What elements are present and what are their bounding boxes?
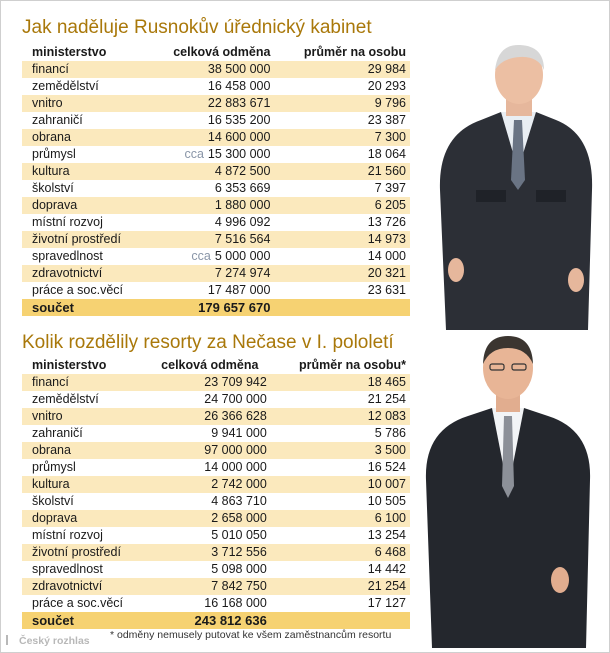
logo-text: Český rozhlas — [19, 635, 90, 647]
total-reward-value: 38 500 000 — [207, 62, 271, 76]
table-row — [22, 459, 410, 476]
table-1-title: Jak naděluje Rusnokův úřednický kabinet — [22, 17, 372, 38]
table-row — [22, 112, 410, 129]
average-per-person-cell: 3 500 — [271, 442, 410, 459]
ministry-cell: obrana — [22, 129, 145, 146]
ministry-cell: průmysl — [22, 146, 145, 163]
sum-row — [22, 299, 410, 316]
column-header-average: průměr na osobu* — [299, 358, 406, 372]
total-reward-value: 16 535 200 — [207, 113, 271, 127]
sum-label: součet — [22, 299, 145, 316]
total-reward-cell — [145, 265, 275, 282]
total-reward-value: 2 742 000 — [211, 477, 267, 491]
table-row — [22, 214, 410, 231]
table-row — [22, 408, 410, 425]
column-header-ministry: ministerstvo — [32, 358, 107, 372]
ministry-cell: práce a soc.věcí — [22, 595, 143, 612]
ministry-cell: místní rozvoj — [22, 527, 143, 544]
ministry-cell: financí — [22, 61, 145, 78]
total-reward-cell — [143, 374, 271, 391]
total-reward-cell — [143, 442, 271, 459]
total-reward-value: 26 366 628 — [204, 409, 267, 423]
ministry-cell: školství — [22, 493, 143, 510]
table-rusnok — [22, 44, 410, 316]
table-necas — [22, 357, 410, 629]
table-row — [22, 442, 410, 459]
table-row — [22, 146, 410, 163]
average-per-person-cell: 23 631 — [274, 282, 410, 299]
total-reward-value: 9 941 000 — [211, 426, 267, 440]
average-per-person-cell: 21 560 — [274, 163, 410, 180]
table-row — [22, 282, 410, 299]
approx-prefix: cca — [191, 249, 211, 263]
table-row — [22, 544, 410, 561]
total-reward-cell — [145, 180, 275, 197]
total-reward-cell — [143, 493, 271, 510]
table-row — [22, 595, 410, 612]
politician-photo-necas — [410, 330, 606, 648]
ministry-cell: životní prostředí — [22, 544, 143, 561]
ministry-cell: obrana — [22, 442, 143, 459]
total-reward-cell — [145, 61, 275, 78]
total-reward-value: 7 516 564 — [214, 232, 271, 246]
column-header-average: průměr na osobu — [303, 45, 406, 59]
average-per-person-cell: 21 254 — [271, 578, 410, 595]
column-header-total: celková odměna — [173, 45, 271, 59]
table-row — [22, 578, 410, 595]
total-reward-value: 3 712 556 — [211, 545, 267, 559]
total-reward-cell — [143, 391, 271, 408]
ministry-cell: zemědělství — [22, 391, 143, 408]
cesky-rozhlas-logo — [6, 635, 90, 647]
total-reward-value: 2 658 000 — [211, 511, 267, 525]
table-row — [22, 95, 410, 112]
average-per-person-cell: 6 468 — [271, 544, 410, 561]
ministry-cell: spravedlnost — [22, 248, 145, 265]
total-reward-cell — [145, 112, 275, 129]
total-reward-value: 17 487 000 — [207, 283, 271, 297]
average-per-person-cell: 17 127 — [271, 595, 410, 612]
total-reward-value: 14 600 000 — [207, 130, 271, 144]
total-reward-cell — [143, 476, 271, 493]
total-reward-value: 5 000 000 — [214, 249, 271, 263]
ministry-cell: doprava — [22, 197, 145, 214]
table-row — [22, 180, 410, 197]
sum-empty-cell — [271, 612, 410, 629]
total-reward-cell — [143, 561, 271, 578]
total-reward-value: 5 098 000 — [211, 562, 267, 576]
total-reward-cell — [145, 231, 275, 248]
approx-prefix: cca — [184, 147, 204, 161]
table-row — [22, 561, 410, 578]
ministry-cell: spravedlnost — [22, 561, 143, 578]
total-reward-value: 4 872 500 — [214, 164, 271, 178]
footnote: * odměny nemusely putovat ke všem zaměstnancům resortu — [110, 629, 392, 641]
politician-photo-rusnok — [426, 40, 606, 330]
total-reward-cell — [143, 425, 271, 442]
ministry-cell: kultura — [22, 163, 145, 180]
table-row — [22, 374, 410, 391]
average-per-person-cell: 7 300 — [274, 129, 410, 146]
table-row — [22, 231, 410, 248]
table-row — [22, 476, 410, 493]
total-reward-cell — [143, 595, 271, 612]
average-per-person-cell: 18 064 — [274, 146, 410, 163]
total-reward-cell — [145, 163, 275, 180]
table-row — [22, 197, 410, 214]
average-per-person-cell: 16 524 — [271, 459, 410, 476]
total-reward-value: 4 863 710 — [211, 494, 267, 508]
table-row — [22, 129, 410, 146]
average-per-person-cell: 14 973 — [274, 231, 410, 248]
table-row — [22, 78, 410, 95]
average-per-person-cell: 12 083 — [271, 408, 410, 425]
average-per-person-cell: 13 254 — [271, 527, 410, 544]
total-reward-cell — [145, 214, 275, 231]
ministry-cell: doprava — [22, 510, 143, 527]
total-reward-value: 1 880 000 — [214, 198, 271, 212]
total-reward-value: 15 300 000 — [207, 147, 271, 161]
total-reward-cell — [145, 248, 275, 265]
total-reward-value: 16 458 000 — [207, 79, 271, 93]
total-reward-cell — [145, 282, 275, 299]
sum-total: 179 657 670 — [145, 299, 275, 316]
total-reward-value: 16 168 000 — [204, 596, 267, 610]
total-reward-value: 14 000 000 — [204, 460, 267, 474]
total-reward-cell — [143, 578, 271, 595]
table-row — [22, 61, 410, 78]
total-reward-cell — [145, 78, 275, 95]
average-per-person-cell: 14 442 — [271, 561, 410, 578]
table-row — [22, 493, 410, 510]
average-per-person-cell: 10 007 — [271, 476, 410, 493]
table-row — [22, 527, 410, 544]
total-reward-value: 22 883 671 — [207, 96, 271, 110]
table-row — [22, 163, 410, 180]
total-reward-cell — [145, 95, 275, 112]
table-row — [22, 265, 410, 282]
total-reward-value: 5 010 050 — [211, 528, 267, 542]
sum-total: 243 812 636 — [143, 612, 271, 629]
total-reward-value: 97 000 000 — [204, 443, 267, 457]
table-row — [22, 510, 410, 527]
table-row — [22, 425, 410, 442]
average-per-person-cell: 9 796 — [274, 95, 410, 112]
ministry-cell: vnitro — [22, 95, 145, 112]
total-reward-cell — [143, 459, 271, 476]
ministry-cell: zahraničí — [22, 112, 145, 129]
total-reward-cell — [145, 197, 275, 214]
ministry-cell: financí — [22, 374, 143, 391]
total-reward-cell — [145, 146, 275, 163]
ministry-cell: kultura — [22, 476, 143, 493]
column-header-total: celková odměna — [161, 358, 259, 372]
average-per-person-cell: 13 726 — [274, 214, 410, 231]
table-row — [22, 391, 410, 408]
ministry-cell: zahraničí — [22, 425, 143, 442]
total-reward-value: 4 996 092 — [214, 215, 271, 229]
sum-label: součet — [22, 612, 143, 629]
average-per-person-cell: 10 505 — [271, 493, 410, 510]
column-header-ministry: ministerstvo — [32, 45, 107, 59]
total-reward-cell — [143, 544, 271, 561]
average-per-person-cell: 6 100 — [271, 510, 410, 527]
ministry-cell: zemědělství — [22, 78, 145, 95]
total-reward-cell — [143, 408, 271, 425]
ministry-cell: zdravotnictví — [22, 265, 145, 282]
average-per-person-cell: 23 387 — [274, 112, 410, 129]
average-per-person-cell: 6 205 — [274, 197, 410, 214]
average-per-person-cell: 21 254 — [271, 391, 410, 408]
average-per-person-cell: 5 786 — [271, 425, 410, 442]
ministry-cell: vnitro — [22, 408, 143, 425]
total-reward-cell — [145, 129, 275, 146]
ministry-cell: zdravotnictví — [22, 578, 143, 595]
ministry-cell: průmysl — [22, 459, 143, 476]
ministry-cell: práce a soc.věcí — [22, 282, 145, 299]
logo-icon — [6, 635, 16, 645]
table-row — [22, 248, 410, 265]
total-reward-value: 23 709 942 — [204, 375, 267, 389]
total-reward-cell — [143, 510, 271, 527]
average-per-person-cell: 18 465 — [271, 374, 410, 391]
ministry-cell: životní prostředí — [22, 231, 145, 248]
average-per-person-cell: 20 293 — [274, 78, 410, 95]
sum-row — [22, 612, 410, 629]
total-reward-value: 7 842 750 — [211, 579, 267, 593]
average-per-person-cell: 7 397 — [274, 180, 410, 197]
average-per-person-cell: 20 321 — [274, 265, 410, 282]
ministry-cell: místní rozvoj — [22, 214, 145, 231]
average-per-person-cell: 29 984 — [274, 61, 410, 78]
total-reward-value: 7 274 974 — [214, 266, 271, 280]
total-reward-value: 6 353 669 — [214, 181, 271, 195]
average-per-person-cell: 14 000 — [274, 248, 410, 265]
total-reward-cell — [143, 527, 271, 544]
total-reward-value: 24 700 000 — [204, 392, 267, 406]
ministry-cell: školství — [22, 180, 145, 197]
table-2-title: Kolik rozdělily resorty za Nečase v I. pololetí — [22, 332, 394, 353]
sum-empty-cell — [274, 299, 410, 316]
